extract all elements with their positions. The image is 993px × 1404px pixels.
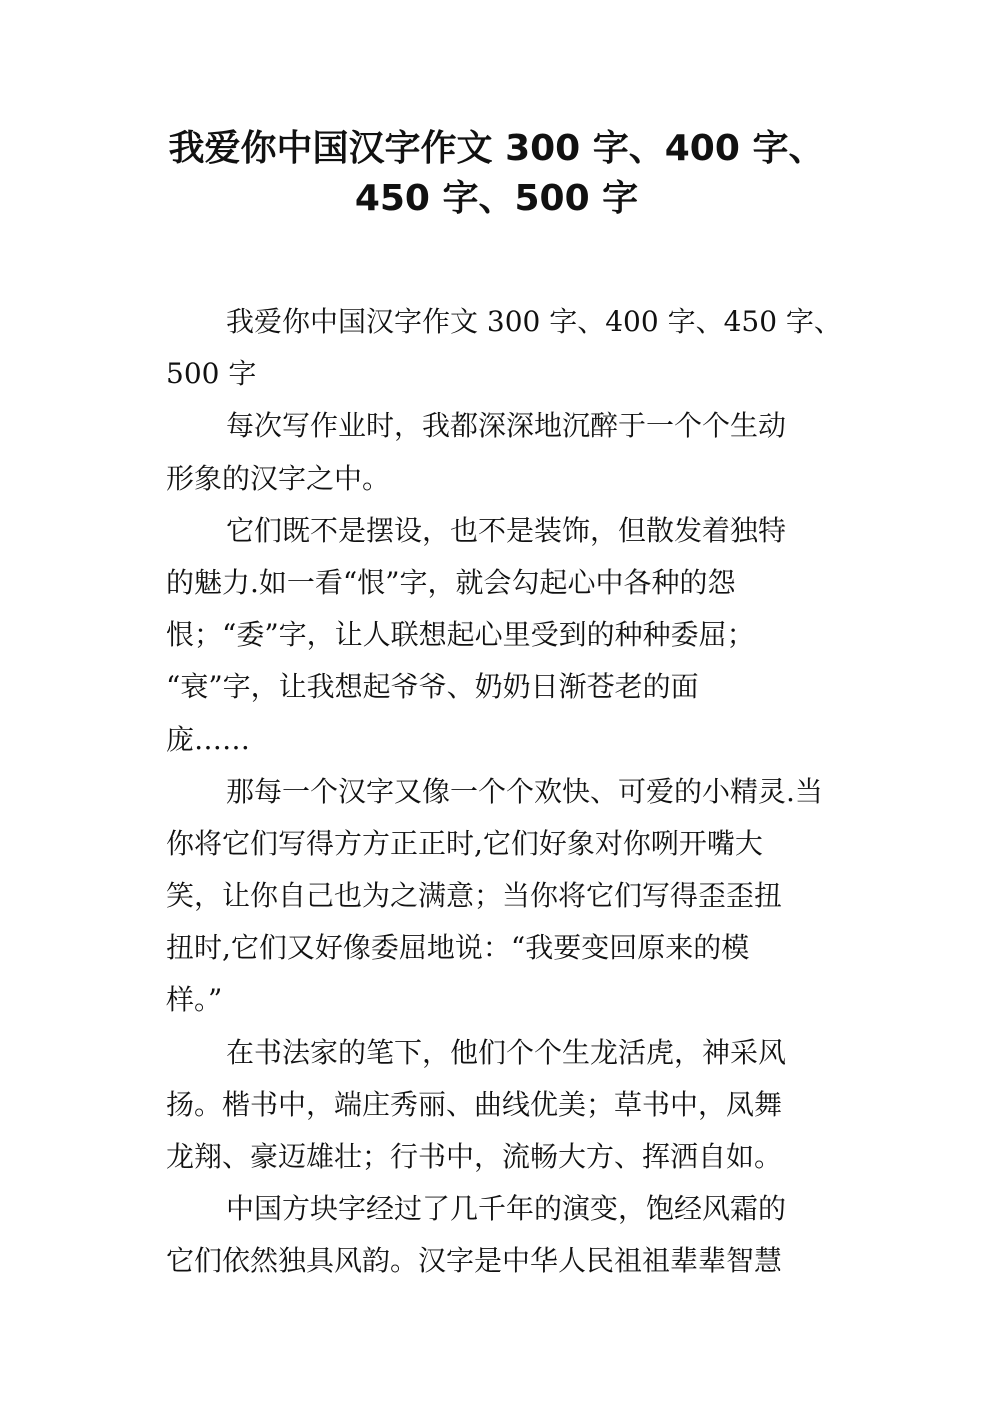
text-line: 我爱你中国汉字作文 300 字、400 字、450 字、	[226, 305, 842, 338]
paragraph	[166, 505, 886, 766]
text-line: 笑，让你自己也为之满意；当你将它们写得歪歪扭	[166, 879, 783, 913]
document-body	[166, 296, 886, 1288]
document-title	[0, 124, 993, 224]
paragraph	[166, 1027, 886, 1184]
text-line: 它们既不是摆设，也不是装饰，但散发着独特	[226, 513, 787, 547]
text-line: 你将它们写得方方正正时,它们好象对你咧开嘴大	[166, 826, 763, 860]
text-line: 形象的汉字之中。	[166, 461, 391, 495]
title-line: 450 字、500 字	[354, 178, 639, 219]
text-line: 500 字	[166, 357, 257, 391]
text-line: “衰”字，让我想起爷爷、奶奶日渐苍老的面	[166, 670, 699, 704]
paragraph	[166, 400, 886, 504]
title-line: 我爱你中国汉字作文 300 字、400 字、	[168, 128, 825, 169]
text-line: 它们依然独具风韵。汉字是中华人民祖祖辈辈智慧	[166, 1244, 783, 1278]
paragraph	[166, 296, 886, 400]
paragraph	[166, 766, 886, 1027]
text-line: 的魅力.如一看“恨”字，就会勾起心中各种的怨	[166, 565, 736, 599]
text-line: 恨；“委”字，让人联想起心里受到的种种委屈；	[166, 618, 755, 652]
text-line: 龙翔、豪迈雄壮；行书中，流畅大方、挥洒自如。	[166, 1140, 783, 1173]
text-line: 样。”	[166, 983, 223, 1017]
text-line: 庞……	[166, 722, 251, 756]
text-line: 在书法家的笔下，他们个个生龙活虎，神采风	[226, 1035, 787, 1069]
text-line: 扭时,它们又好像委屈地说：“我要变回原来的模	[166, 931, 750, 965]
text-line: 每次写作业时，我都深深地沉醉于一个个生动	[226, 409, 787, 443]
text-line: 扬。楷书中，端庄秀丽、曲线优美；草书中，凤舞	[166, 1087, 783, 1121]
text-line: 那每一个汉字又像一个个欢快、可爱的小精灵.当	[226, 774, 823, 808]
text-line: 中国方块字经过了几千年的演变，饱经风霜的	[226, 1192, 787, 1226]
paragraph	[166, 1183, 886, 1287]
